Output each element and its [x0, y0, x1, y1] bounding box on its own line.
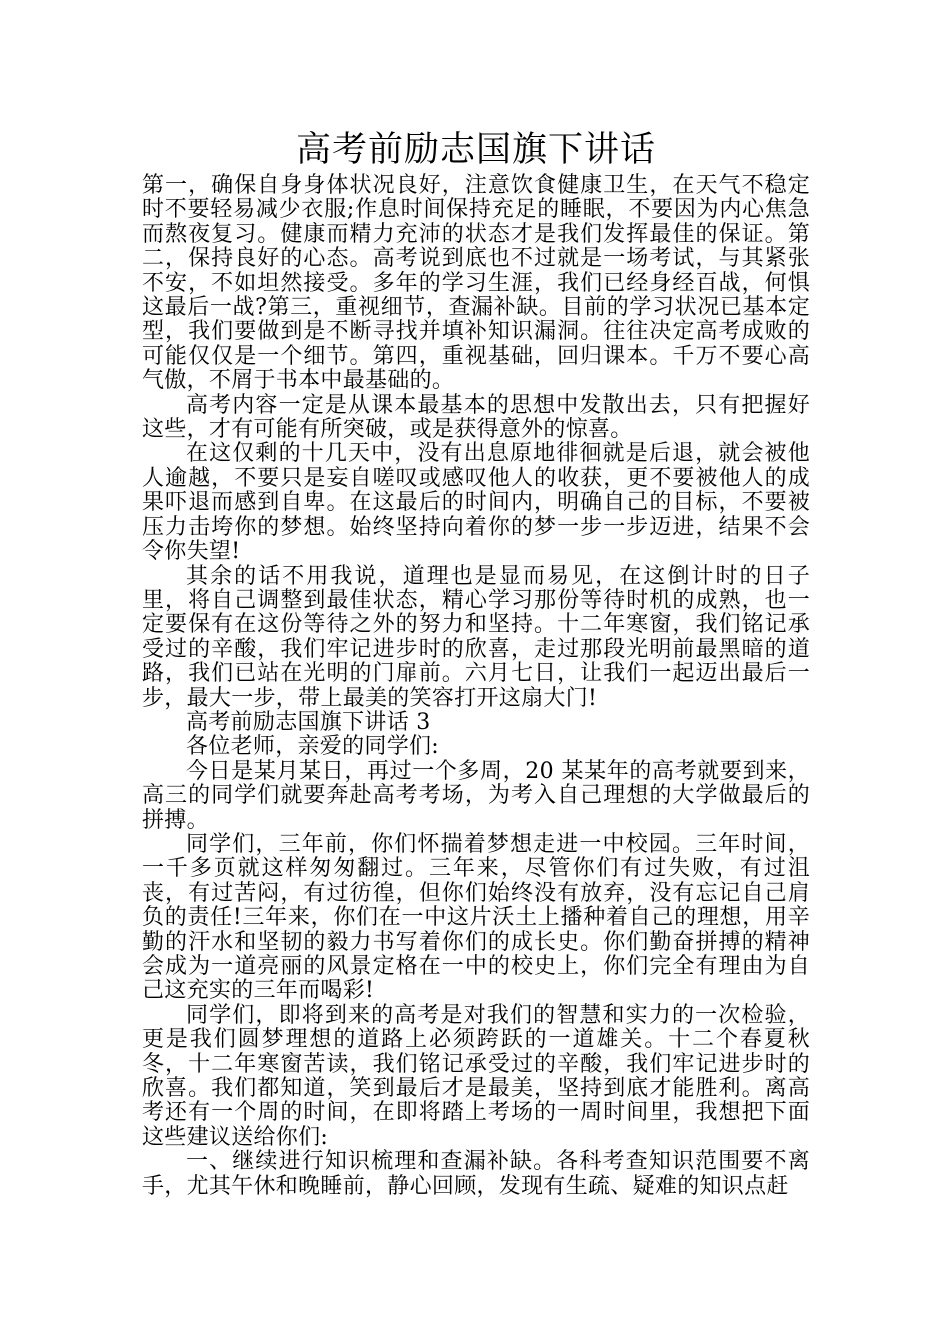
paragraph: 高考内容一定是从课本最基本的思想中发散出去，只有把握好这些，才有可能有所突破，或是获得意外的惊喜。 [142, 392, 810, 443]
document-page [142, 126, 810, 1199]
salutation: 各位老师，亲爱的同学们: [186, 734, 440, 760]
section-heading: 高考前励志国旗下讲话 3 [186, 709, 431, 735]
paragraph: 同学们，即将到来的高考是对我们的智慧和实力的一次检验，更是我们圆梦理想的道路上必须跨跃的一道雄关。十二个春夏秋冬，十二年寒窗苦读，我们铭记承受过的辛酸，我们牢记进步时的欣喜。我们都知道，笑到最后才是最美，坚持到底才能胜利。离高考还有一个周的时间，在即将踏上考场的一周时间里，我想把下面这些建议送给你们: [142, 1002, 810, 1150]
paragraph: 今日是某月某日，再过一个多周，20 某某年的高考就要到来，高三的同学们就要奔赴高考考场，为考入自己理想的大学做最后的拼搏。 [142, 758, 810, 833]
paragraph: 其余的话不用我说，道理也是显而易见，在这倒计时的日子里，将自己调整到最佳状态，精心学习那份等待时机的成熟，也一定要保有在这份等待之外的努力和坚持。十二年寒窗，我们铭记承受过的辛酸，我们牢记进步时的欣喜，走过那段光明前最黑暗的道路，我们已站在光明的门扉前。六月七日，让我们一起迈出最后一步，最大一步，带上最美的笑容打开这扇大门! [142, 563, 810, 711]
paragraph: 一、继续进行知识梳理和查漏补缺。各科考查知识范围要不离手，尤其午休和晚睡前，静心回顾，发现有生疏、疑难的知识点赶 [142, 1149, 810, 1199]
paragraph: 第一，确保自身身体状况良好，注意饮食健康卫生，在天气不稳定时不要轻易减少衣服;作息时间保持充足的睡眠，不要因为内心焦急而熬夜复习。健康而精力充沛的状态才是我们发挥最佳的保证。第二，保持良好的心态。高考说到底也不过就是一场考试，与其紧张不安，不如坦然接受。多年的学习生涯，我们已经身经百战，何惧这最后一战?第三，重视细节，查漏补缺。目前的学习状况已基本定型，我们要做到是不断寻找并填补知识漏洞。往往决定高考成败的可能仅仅是一个细节。第四，重视基础，回归课本。千万不要心高气傲，不屑于书本中最基础的。 [142, 173, 810, 394]
paragraph: 在这仅剩的十几天中，没有出息原地徘徊就是后退，就会被他人逾越，不要只是妄自嗟叹或感叹他人的收获，更不要被他人的成果吓退而感到自卑。在这最后的时间内，明确自己的目标，不要被压力击垮你的梦想。始终坚持向着你的梦一步一步迈进，结果不会令你失望! [142, 441, 810, 565]
document-title: 高考前励志国旗下讲话 [295, 130, 656, 170]
document-body [142, 174, 810, 1199]
paragraph: 同学们，三年前，你们怀揣着梦想走进一中校园。三年时间，一千多页就这样匆匆翻过。三年来，尽管你们有过失败，有过沮丧，有过苦闷，有过彷徨，但你们始终没有放弃，没有忘记自己肩负的责任!三年来，你们在一中这片沃土上播种着自己的理想，用辛勤的汗水和坚韧的毅力书写着你们的成长史。你们勤奋拼搏的精神会成为一道亮丽的风景定格在一中的校史上，你们完全有理由为自己这充实的三年而喝彩! [142, 831, 810, 1004]
